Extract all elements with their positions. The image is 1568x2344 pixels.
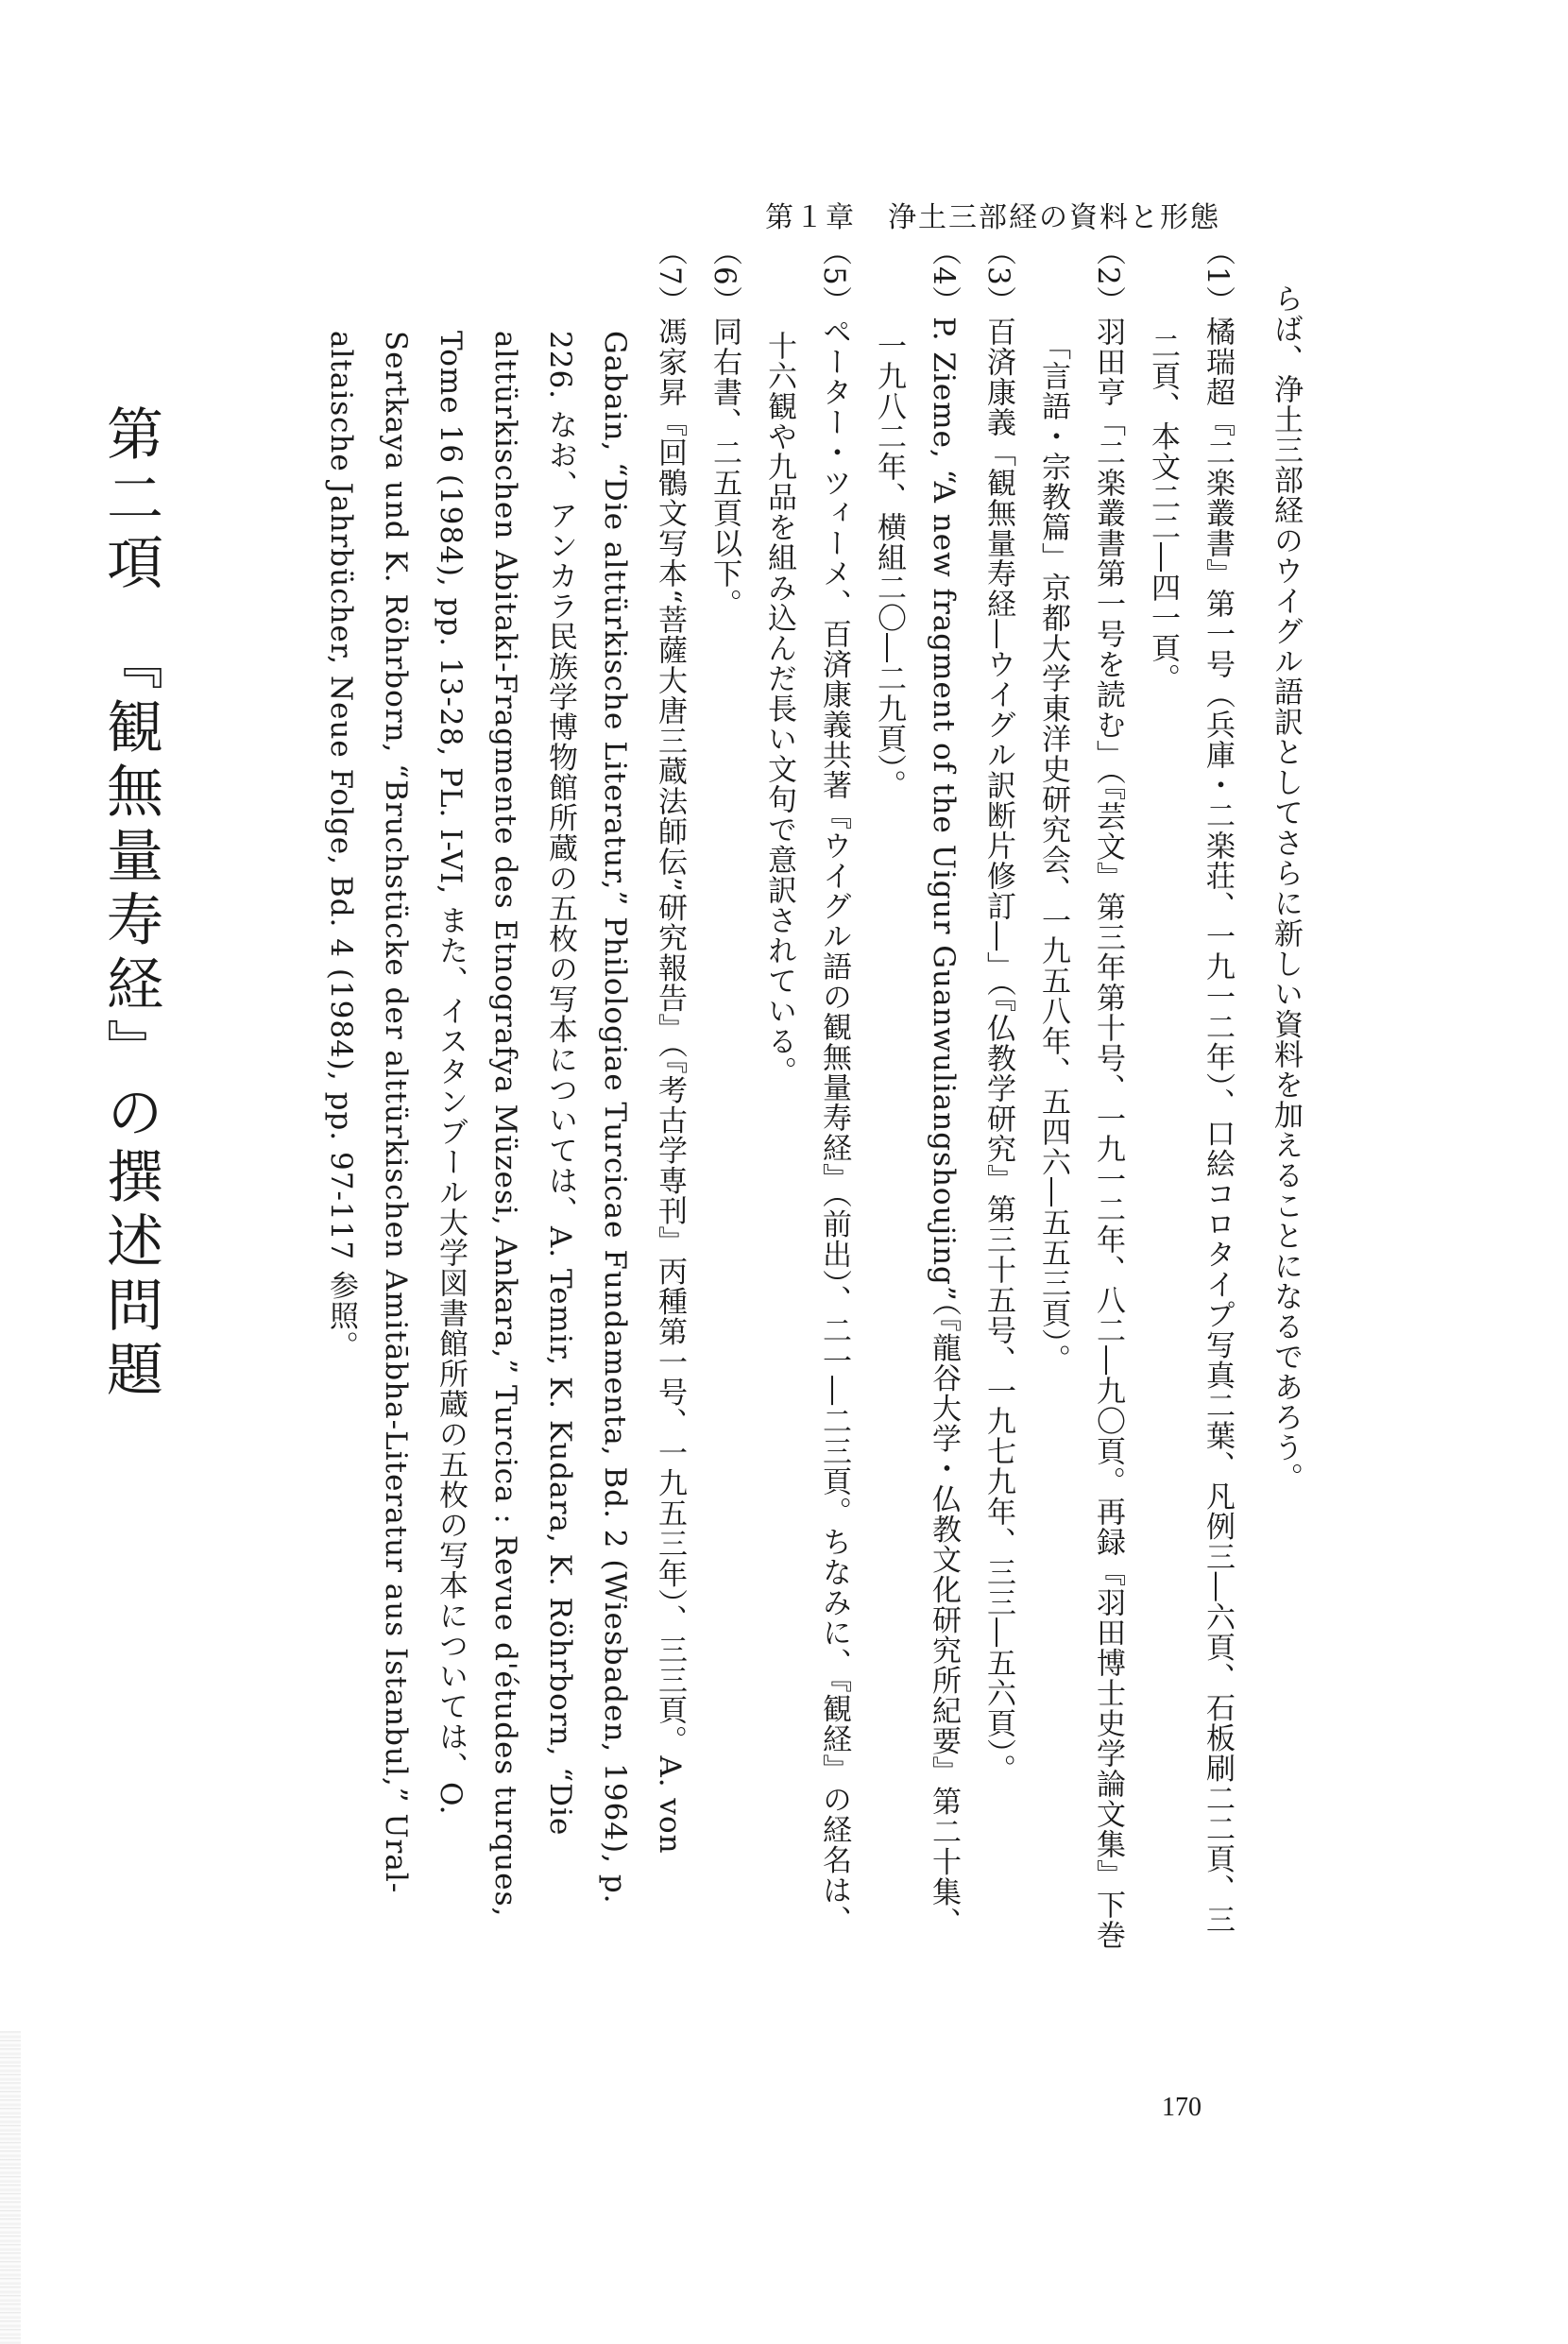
footnote-text: ペーター・ツィーメ、百済康義共著『ウイグル語の観無量寿経』（前出）、二一―二三頁。ちなみに、『観経』の経名は、十六観や九品を組み込んだ長い文句で意訳されている。 — [762, 317, 851, 1936]
vertical-text-body — [89, 236, 1313, 1956]
footnote-text: P. Zieme, “A new fragment of the Uigur Guanwuliangshoujing”（『龍谷大学・仏教文化研究所紀要』第二十集、一九八二年、横組二〇―二九頁）。 — [872, 317, 961, 1938]
footnote-text: 百済康義「観無量寿経―ウイグル訳断片修訂―」（『仏教学研究』第三十五号、一九七九年、三三―五六頁）。 — [981, 317, 1015, 1785]
footnote-5 — [752, 236, 861, 1956]
footnote-marker: （7） — [653, 236, 687, 317]
scan-edge-noise — [0, 2031, 21, 2344]
page-number: 170 — [1162, 2093, 1202, 2122]
footnote-1 — [1135, 236, 1245, 1956]
footnote-marker: （5） — [817, 236, 851, 317]
section-heading: 第二項 『観無量寿経』の撰述問題 — [97, 404, 163, 1404]
chapter-number: 第１章 — [765, 201, 856, 234]
footnote-3 — [971, 236, 1026, 1956]
footnote-7 — [314, 236, 697, 1956]
footnote-6 — [697, 236, 752, 1956]
footnote-marker: （6） — [707, 236, 741, 317]
footnote-marker: （3） — [981, 236, 1015, 317]
running-header — [765, 194, 1294, 241]
footnote-2 — [1026, 236, 1135, 1956]
footnote-text: 羽田亨「二楽叢書第一号を読む」（『芸文』第三年第十号、一九一二年、八二―九〇頁。再録『羽田博士史学論文集』下巻「言語・宗教篇」京都大学東洋史研究会、一九五八年、五四六―五五三頁）。 — [1036, 317, 1125, 1951]
intro-line: らば、浄土三部経のウイグル語訳としてさらに新しい資料を加えることになるであろう。 — [1269, 283, 1303, 1493]
chapter-title: 浄土三部経の資料と形態 — [888, 201, 1220, 234]
footnote-marker: （1） — [1201, 236, 1235, 317]
footnote-marker: （2） — [1091, 236, 1125, 317]
footnote-text: 同右書、二五頁以下。 — [707, 317, 741, 620]
footnote-text: 橘瑞超『二楽叢書』第一号（兵庫・二楽荘、一九一二年）、口絵コロタイプ写真二葉、凡例三―六頁、石板刷二二頁、三二頁、本文二二―四一頁。 — [1146, 317, 1235, 1935]
footnote-marker: （4） — [927, 236, 961, 317]
footnote-text: 馮家昇『回鶻文写本“菩薩大唐三蔵法師伝”研究報告』（『考古学専刊』丙種第一号、一九五三年）、三三頁。A. von Gabain, “Die alttürkische Literatur,” Philologiae Turcicae Fundamenta, Bd. 2 (Wiesbaden, 1964), p. 226. なお、アンカラ民族学博物館所蔵の五枚の写本については、A. Temir, K. Kudara, K. Röhrborn, “Die alttürkischen Abitaki-Fragmente des Etnografya Müzesi, Ankara,” Turcica : Revue d'études turques, Tome 16 (1984), pp. 13-28, PL. I-VI, また、イスタンブール大学図書館所蔵の五枚の写本については、O. Sertkaya und K. Röhrborn, “Bruchstücke der alttürkischen Amitābha-Literatur aus Istanbul,” Ural-altaische Jahrbücher, Neue Folge, Bd. 4 (1984), pp. 97-117 参照。 — [324, 317, 687, 1917]
footnote-4 — [861, 236, 971, 1956]
